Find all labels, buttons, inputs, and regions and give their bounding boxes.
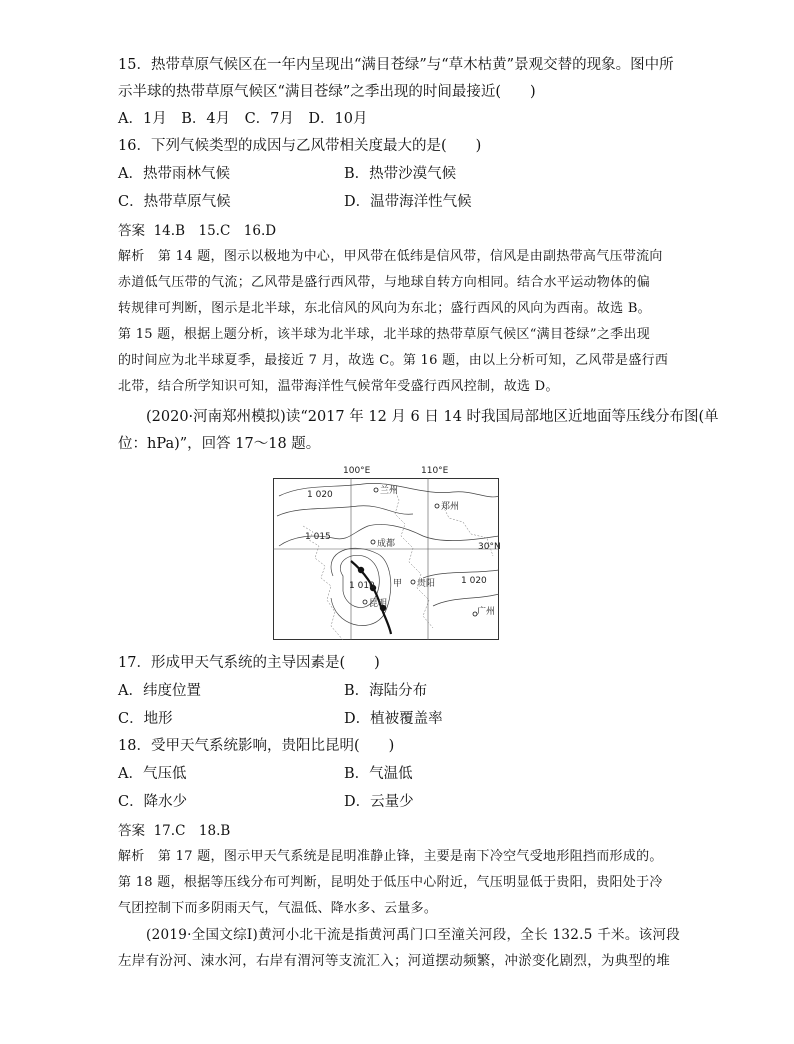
q16-options-row2 bbox=[118, 188, 678, 216]
q18-option-b: B．气温低 bbox=[344, 766, 413, 782]
explanation-1-line5: 的时间应为北半球夏季，最接近 7 月，故选 C。第 16 题，由以上分析可知，乙风带是盛行西 bbox=[118, 353, 669, 368]
answer-block-1 bbox=[118, 218, 678, 244]
intro-3-line1: (2019·全国文综Ⅰ)黄河小北干流是指黄河禹门口至潼关河段，全长 132.5 千米。该河段 bbox=[146, 927, 681, 943]
intro-3-line2: 左岸有汾河、涑水河，右岸有渭河等支流汇入；河道摆动频繁，冲淤变化剧烈，为典型的堆 bbox=[118, 953, 670, 969]
explanation-label-2: 解析 bbox=[118, 849, 145, 864]
q17-option-b: B．海陆分布 bbox=[344, 683, 428, 699]
intro-2-line2: 位：hPa)”，回答 17～18 题。 bbox=[118, 436, 321, 452]
q17-option-a: A．纬度位置 bbox=[118, 683, 201, 699]
q18-option-c: C．降水少 bbox=[118, 794, 188, 810]
q17-option-d: D．植被覆盖率 bbox=[344, 711, 443, 727]
q17-option-c: C．地形 bbox=[118, 711, 173, 727]
front-jia-label: 甲 bbox=[393, 579, 403, 589]
q17-options-row2 bbox=[118, 705, 678, 733]
answer-label: 答案 bbox=[118, 223, 145, 239]
explanation-1-line6: 北带，结合所学知识可知，温带海洋性气候常年受盛行西风控制，故选 D。 bbox=[118, 379, 559, 394]
q16-option-a: A．热带雨林气候 bbox=[118, 166, 230, 182]
answer-label-2: 答案 bbox=[118, 823, 145, 839]
explanation-label: 解析 bbox=[118, 249, 145, 264]
lon-110-label: 110°E bbox=[421, 466, 449, 476]
city-zhengzhou: 郑州 bbox=[441, 502, 460, 512]
q16-options-row1 bbox=[118, 160, 678, 188]
city-lanzhou: 兰州 bbox=[380, 486, 399, 496]
city-chengdu: 成都 bbox=[377, 539, 396, 549]
isobar-map bbox=[273, 466, 499, 640]
isobar-label-1015: 1 015 bbox=[305, 532, 331, 542]
explanation-1-line2: 赤道低气压带的气流；乙风带是盛行西风带，与地球自转方向相同。结合水平运动物体的偏 bbox=[118, 275, 651, 290]
q15-line1: 15．热带草原气候区在一年内呈现出“满目苍绿”与“草木枯黄”景观交替的现象。图中所 bbox=[118, 57, 674, 73]
isobar-label-1020a: 1 020 bbox=[307, 490, 333, 500]
explanation-2-line2: 第 18 题，根据等压线分布可判断，昆明处于低压中心附近，气压明显低于贵阳，贵阳处于冷 bbox=[118, 875, 663, 890]
explanation-1-line4: 第 15 题，根据上题分析，该半球为北半球，北半球的热带草原气候区“满目苍绿”之季出现 bbox=[118, 327, 650, 342]
q17-options-row1 bbox=[118, 677, 678, 705]
answer-block-2 bbox=[118, 818, 678, 844]
isobar-label-1010: 1 010 bbox=[349, 581, 375, 591]
q17-stem: 17．形成甲天气系统的主导因素是( ) bbox=[118, 655, 380, 671]
q18-options-row2 bbox=[118, 788, 678, 816]
q18-options-row1 bbox=[118, 760, 678, 788]
explanation-text: 第 14 题，图示以极地为中心，甲风带在低纬是信风带，信风是由副热带高气压带流向 bbox=[157, 249, 663, 264]
explanation-text-2: 第 17 题，图示甲天气系统是昆明准静止锋，主要是南下冷空气受地形阻挡而形成的。 bbox=[157, 849, 663, 864]
isobar-label-1020b: 1 020 bbox=[461, 576, 487, 586]
q18-option-a: A．气压低 bbox=[118, 766, 187, 782]
city-guangzhou: 广州 bbox=[477, 607, 496, 617]
q16-option-c: C．热带草原气候 bbox=[118, 194, 231, 210]
explanation-1-line1 bbox=[118, 244, 678, 270]
q16-option-d: D．温带海洋性气候 bbox=[344, 194, 472, 210]
q15-options: A．1月 B．4月 C．7月 D．10月 bbox=[118, 111, 368, 127]
explanation-2-line1 bbox=[118, 844, 678, 870]
lat-30-label: 30°N bbox=[478, 542, 501, 552]
explanation-1-line3: 转规律可判断，图示是北半球，东北信风的风向为东北；盛行西风的风向为西南。故选 B。 bbox=[118, 301, 651, 316]
city-guiyang: 贵阳 bbox=[417, 579, 436, 589]
q16-option-b: B．热带沙漠气候 bbox=[344, 166, 457, 182]
answer-text-2: 17.C 18.B bbox=[153, 823, 231, 839]
intro-2-line1: (2020·河南郑州模拟)读“2017 年 12 月 6 日 14 时我国局部地区近地面等压线分布图(单 bbox=[146, 409, 719, 425]
explanation-2-line3: 气团控制下而多阴雨天气，气温低、降水多、云量多。 bbox=[118, 901, 438, 916]
q18-option-d: D．云量少 bbox=[344, 794, 414, 810]
answer-text: 14.B 15.C 16.D bbox=[153, 223, 277, 239]
city-kunming: 昆明 bbox=[369, 599, 388, 609]
lon-100-label: 100°E bbox=[343, 466, 371, 476]
q16-stem: 16．下列气候类型的成因与乙风带相关度最大的是( ) bbox=[118, 138, 482, 154]
q18-stem: 18．受甲天气系统影响，贵阳比昆明( ) bbox=[118, 738, 395, 754]
q15-line2: 示半球的热带草原气候区“满目苍绿”之季出现的时间最接近( ) bbox=[118, 84, 536, 100]
document-page bbox=[118, 52, 719, 974]
